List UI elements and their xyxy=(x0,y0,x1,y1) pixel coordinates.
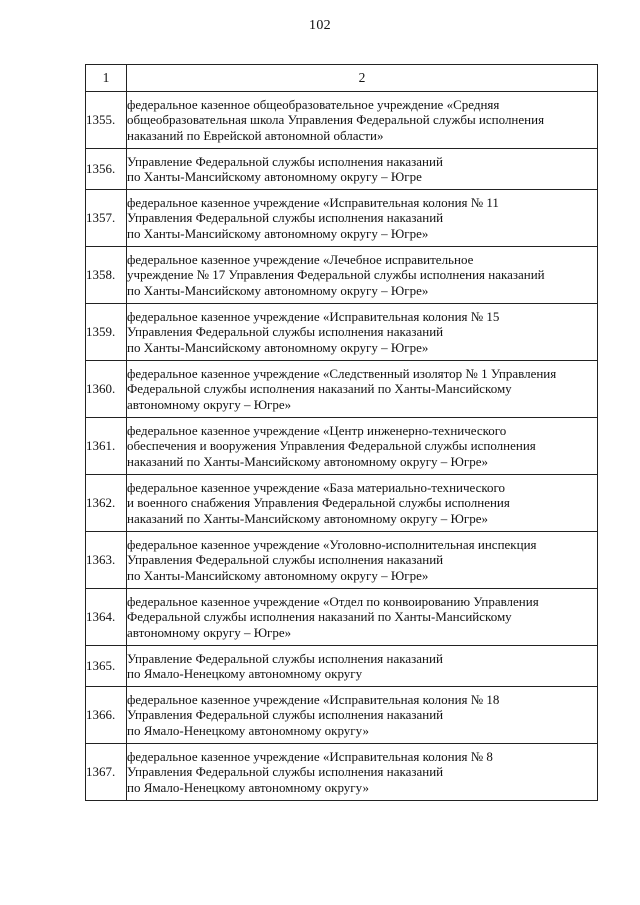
column-header-number: 1 xyxy=(86,65,127,92)
row-number: 1366. xyxy=(86,687,127,744)
institution-name-cell xyxy=(127,92,598,149)
row-number: 1358. xyxy=(86,247,127,304)
institution-name-cell xyxy=(127,190,598,247)
institution-name-cell xyxy=(127,532,598,589)
institution-name-cell xyxy=(127,149,598,190)
row-number: 1364. xyxy=(86,589,127,646)
institution-name: Управление Федеральной службы исполнения наказаний по Ханты-Мансийскому автономному округу – Югре xyxy=(127,153,443,184)
institution-name-cell xyxy=(127,744,598,801)
institution-name-cell xyxy=(127,687,598,744)
institution-name: федеральное казенное учреждение «Исправительная колония № 11 Управления Федеральной службы исполнения наказаний по Ханты-Мансийскому автономному округу – Югре» xyxy=(127,194,499,241)
institution-name: федеральное казенное учреждение «Исправительная колония № 15 Управления Федеральной службы исполнения наказаний по Ханты-Мансийскому автономному округу – Югре» xyxy=(127,308,500,355)
row-number: 1357. xyxy=(86,190,127,247)
table-row xyxy=(86,92,598,149)
table-row xyxy=(86,304,598,361)
table-row xyxy=(86,744,598,801)
institution-name: федеральное казенное учреждение «Уголовно-исполнительная инспекция Управления Федеральной службы исполнения наказаний по Ханты-Мансийскому автономному округу – Югре» xyxy=(127,536,537,583)
table-row xyxy=(86,532,598,589)
row-number: 1355. xyxy=(86,92,127,149)
table-row xyxy=(86,418,598,475)
row-number: 1367. xyxy=(86,744,127,801)
institution-name: федеральное казенное общеобразовательное учреждение «Средняя общеобразовательная школа Управления Федеральной службы исполнения наказаний по Еврейской автономной области» xyxy=(127,96,545,143)
institution-name-cell xyxy=(127,247,598,304)
table-row xyxy=(86,589,598,646)
table-row xyxy=(86,149,598,190)
table-row xyxy=(86,646,598,687)
registry-table xyxy=(85,64,598,801)
institution-name: федеральное казенное учреждение «Отдел по конвоированию Управления Федеральной службы исполнения наказаний по Ханты-Мансийскому автономному округу – Югре» xyxy=(127,593,539,640)
row-number: 1360. xyxy=(86,361,127,418)
institution-name-cell xyxy=(127,646,598,687)
table-row xyxy=(86,687,598,744)
institution-name: федеральное казенное учреждение «База материально-технического и военного снабжения Управления Федеральной службы исполнения наказаний по Ханты-Мансийскому автономному округу – Югре» xyxy=(127,479,510,526)
row-number: 1359. xyxy=(86,304,127,361)
table-row xyxy=(86,247,598,304)
row-number: 1361. xyxy=(86,418,127,475)
institution-name-cell xyxy=(127,418,598,475)
institution-name-cell xyxy=(127,475,598,532)
institution-name: Управление Федеральной службы исполнения наказаний по Ямало-Ненецкому автономному округу xyxy=(127,650,443,681)
institution-name-cell xyxy=(127,361,598,418)
institution-name: федеральное казенное учреждение «Лечебное исправительное учреждение № 17 Управления Федеральной службы исполнения наказаний по Ханты-Мансийскому автономному округу – Югре» xyxy=(127,251,545,298)
column-header-name: 2 xyxy=(127,65,598,92)
institution-name: федеральное казенное учреждение «Центр инженерно-технического обеспечения и вооружения Управления Федеральной службы исполнения наказаний по Ханты-Мансийскому автономному округу – Югре» xyxy=(127,422,536,469)
page-number: 102 xyxy=(309,18,331,33)
row-number: 1362. xyxy=(86,475,127,532)
table-row xyxy=(86,475,598,532)
institution-name-cell xyxy=(127,304,598,361)
institution-name: федеральное казенное учреждение «Исправительная колония № 18 Управления Федеральной службы исполнения наказаний по Ямало-Ненецкому автономному округу» xyxy=(127,691,500,738)
table-row xyxy=(86,190,598,247)
institution-name: федеральное казенное учреждение «Следственный изолятор № 1 Управления Федеральной службы исполнения наказаний по Ханты-Мансийскому автономному округу – Югре» xyxy=(127,365,557,412)
header-row xyxy=(86,65,598,92)
row-number: 1363. xyxy=(86,532,127,589)
institution-name-cell xyxy=(127,589,598,646)
row-number: 1356. xyxy=(86,149,127,190)
table-row xyxy=(86,361,598,418)
institution-name: федеральное казенное учреждение «Исправительная колония № 8 Управления Федеральной службы исполнения наказаний по Ямало-Ненецкому автономному округу» xyxy=(127,748,493,795)
row-number: 1365. xyxy=(86,646,127,687)
